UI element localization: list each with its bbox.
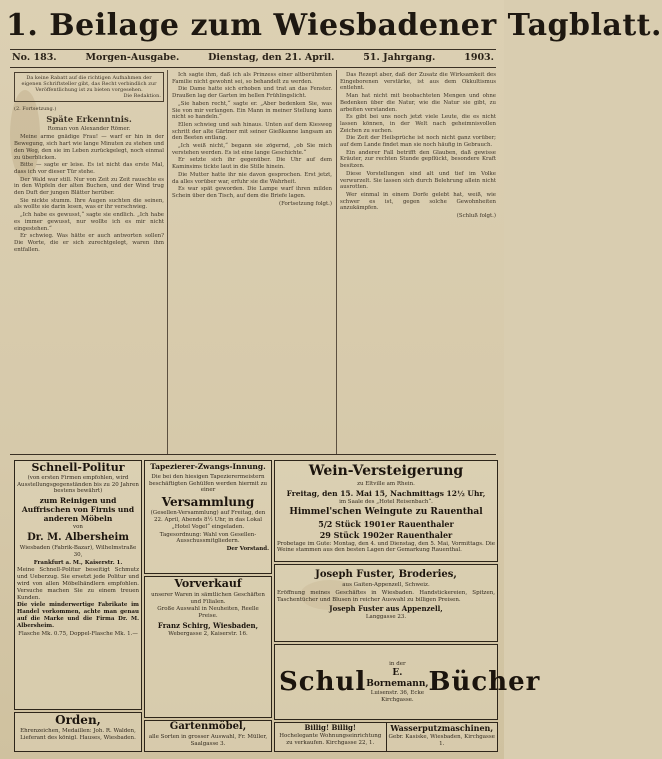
- ad-line: Meine Schnell-Politur beseitigt Schmutz und Ueberzug. Sie ersetzt jede Politur und wird von allen Möbelhändlern empfohlen. Versuche machen Sie zu einem treuen Kunden.: [17, 567, 139, 601]
- ad-place: im Saale des „Hotel Reisenbach“.: [339, 498, 433, 505]
- continuation-label: (2. Fortsetzung.): [14, 106, 57, 112]
- ad-schul-name: E. Bornemann,: [366, 667, 429, 689]
- ad-title: Gartenmöbel,: [169, 721, 247, 732]
- masthead-rule-top: [10, 49, 496, 50]
- ad-joseph-fuster: [274, 564, 498, 642]
- ads-divider: [10, 454, 496, 455]
- paragraph: Meine arme gnädige Frau! — warf er hin in der Bewegung, sich hart wie lange Minuten zu stehen und den Weg, den sie im Leben zurückgelegt, noch einmal zu überblicken.: [14, 134, 164, 161]
- ad-line: Gebr. Kasiske, Wiesbaden, Kirchgasse 1.: [388, 734, 495, 747]
- column-divider: [167, 70, 168, 454]
- ad-date: Freitag, den 15. Mai 15, Nachmittags 12½ Uhr,: [286, 488, 486, 498]
- ad-title: Joseph Fuster, Broderies,: [315, 569, 457, 580]
- ad-wasserputzmaschinen: [387, 723, 498, 751]
- issue-volume: 51. Jahrgang.: [363, 52, 436, 63]
- ad-line: Wiesbaden (Fabrik-Bazar), Wilhelmstraße 30,: [19, 544, 137, 558]
- paragraph: Ich sagte ihm, daß ich als Prinzess einer altberühmten Familie nicht gewohnt sei, so behandelt zu werden.: [172, 72, 332, 85]
- masthead: [6, 4, 662, 48]
- paragraph: Diese Vorstellungen sind alt und tief im Volke verwurzelt. Sie lassen sich durch Belehrung allein nicht ausrotten.: [340, 170, 496, 191]
- ad-line: zum Reinigen und Auffrischen von Firnis und anderen Möbeln: [21, 496, 135, 524]
- ad-schnell-politur: [14, 460, 142, 710]
- editorial-notice: [14, 72, 164, 102]
- notice-signature: Die Redaktion.: [123, 93, 161, 99]
- ad-line: Dr. M. Albersheim: [27, 531, 129, 543]
- paragraph: Bitte — sagte er leise. Es ist nicht das erste Mal, dass ich vor dieser Tür stehe.: [14, 162, 164, 175]
- ad-line: Joseph Fuster aus Appenzell,: [329, 604, 443, 614]
- ad-title: Vorverkauf: [174, 577, 242, 590]
- paragraph: Sie nickte stumm. Ihre Augen suchten die seinen, als wollte sie darin lesen, was er ihr verschwieg.: [14, 197, 164, 211]
- paragraph: „Ich habe es gewusst,“ sagte sie endlich. „Ich habe es immer gewusst, nur wollte ich es mir nicht eingestehen.“: [14, 212, 164, 232]
- issue-number: No. 183.: [12, 52, 57, 63]
- ad-estate: Himmel'schen Weingute zu Rauenthal: [289, 506, 483, 517]
- ad-schul-center: [366, 661, 428, 704]
- ad-orden: [14, 712, 142, 752]
- ad-line: (von ersten Firmen empfohlen, wird Ausstellungsgegenständen bis zu 20 Jahren bestens bewährt): [17, 474, 139, 495]
- paragraph: Das Rezept aber, daß der Zusatz die Wirksamkeit des Eingeborenen verstärke, ist aus dem Okkultismus entlehnt.: [340, 72, 496, 92]
- continued-note: (Fortsetzung folgt.): [278, 200, 332, 207]
- masthead-title: 1. Beilage zum Wiesbadener Tagblatt.: [6, 8, 662, 43]
- paragraph: Wer einmal in einem Dorfe gelebt hat, weiß, wie schwer es ist, gegen solche Gewohnheiten anzukämpfen.: [340, 191, 496, 212]
- paragraph: Ellen schwieg und sah hinaus. Unten auf dem Kiesweg schritt der alte Gärtner mit seiner Gießkanne langsam an den Beeten entlang.: [172, 121, 332, 142]
- ad-wine: 5/2 Stück 1901er Rauenthaler: [318, 518, 454, 529]
- ad-schul-left: Schul: [279, 666, 367, 697]
- ad-title: Wein-Versteigerung: [308, 463, 464, 479]
- paragraph: Es war spät geworden. Die Lampe warf ihren milden Schein über den Tisch, auf dem die Briefe lagen.: [172, 186, 332, 199]
- ad-schul-right: Bücher: [428, 666, 541, 697]
- ad-line: Flasche Mk. 0.75, Doppel-Flasche Mk. 1.—: [18, 630, 138, 637]
- paragraph: „Ich weiß nicht,“ begann sie zögernd, „ob Sie mich verstehen werden. Es ist eine lange Geschichte.“: [172, 143, 332, 156]
- column-divider: [336, 70, 337, 454]
- ad-line: Eröffnung meines Geschäftes in Wiesbaden. Handstickereien, Spitzen, Taschentücher und Blusen in reicher Auswahl zu billigen Preisen.: [277, 589, 495, 603]
- paragraph: „Sie haben recht,“ sagte er. „Aber bedenken Sie, was Sie von mir verlangen. Ein Mann in meiner Stellung kann nicht so handeln.“: [172, 100, 332, 121]
- ad-sub: aus Gaiten-Appenzell, Schweiz.: [342, 582, 430, 588]
- ad-title: Tapezierer-Zwangs-Innung.: [150, 462, 266, 471]
- article-column-3: [340, 72, 496, 452]
- ad-line: Große Auswahl in Neuheiten, Reelle Preise.: [157, 606, 259, 620]
- paragraph: Der Wald war still. Nur von Zeit zu Zeit rauschte es in den Wipfeln der alten Buchen, und der Wind trug den Duft der jungen Blätter herüber.: [14, 176, 164, 197]
- ad-line: alle Sorten in grosser Auswahl, Fr. Müller, Saalgasse 3.: [148, 734, 268, 747]
- issue-edition: Morgen-Ausgabe.: [85, 52, 180, 63]
- advertisements-section: [10, 456, 541, 752]
- ad-line: (Gesellen-Versammlung) auf Freitag, den 22. April, Abends 8½ Uhr, in das Lokal „Hotel Vogel“ eingeladen.: [150, 510, 266, 530]
- ad-title: Orden,: [55, 713, 101, 727]
- ad-wine: 29 Stück 1902er Rauenthaler: [319, 529, 453, 540]
- article-column-1: [14, 72, 164, 452]
- ad-intro: Die bei den hiesigen Tapezierermeistern beschäftigten Gehülfen werden hiermit zu einer: [148, 473, 268, 494]
- ad-tapezierer-innung: [144, 460, 272, 574]
- ad-line: von: [73, 524, 83, 531]
- ad-line: Webergasse 2, Kaiserstr. 16.: [168, 630, 248, 637]
- notice-text: Da keine Rabatt auf die richtigen Aufnahmen der eigenen Schriftsteller gibt, das Recht verbindlich zur Veröffentlichung ist zu bieten vorgesehen.: [21, 75, 157, 93]
- ad-sub: zu Eltville am Rhein.: [357, 481, 415, 487]
- issue-info-bar: [12, 52, 494, 66]
- ad-line: Langgasse 23.: [365, 614, 407, 621]
- issue-date: Dienstag, den 21. April.: [208, 52, 335, 63]
- story-title: Späte Erkenntnis.: [46, 114, 132, 125]
- ad-headline: Versammlung: [161, 495, 255, 510]
- paragraph: Die Zeit der Heilsprüche ist noch nicht ganz vorüber; auf dem Lande findet man sie noch häufig in Gebrauch.: [340, 135, 496, 149]
- paragraph: Die Mutter hatte ihr nie davon gesprochen. Erst jetzt, da alles vorüber war, erfuhr sie die Wahrheit.: [172, 171, 332, 185]
- masthead-rule-bottom: [10, 67, 496, 68]
- continued-note: (Schluß folgt.): [456, 213, 496, 220]
- ad-line: Die viele minderwertige Fabrikate im Handel vorkommen, achte man genau auf die Marke und die Firma Dr. M. Albersheim.: [17, 602, 139, 629]
- ad-footer: Probetage im Gute: Montag, den 4. und Dienstag, den 5. Mai, Vormittags. Die Weine stammen aus den besten Lagen der Gemarkung Rauenthal.: [277, 540, 495, 554]
- ad-gartenmoebel: [144, 720, 272, 752]
- ad-schulbuecher: [274, 644, 541, 720]
- article-column-2: [172, 72, 332, 452]
- ad-line: Tagesordnung: Wahl von Gesellen-Ausschussmitgliedern.: [159, 531, 257, 545]
- ad-line: Franz Schirg, Wiesbaden,: [157, 620, 259, 630]
- ad-line: Der Vorstand.: [226, 546, 269, 553]
- paragraph: Es gibt bei uns noch jetzt viele Leute, die es nicht lassen können, in der Welt nach geheimnisvollen Zeichen zu suchen.: [340, 114, 496, 134]
- story-author: Roman von Alexander Römer.: [47, 125, 131, 132]
- schul-row: [275, 645, 541, 719]
- ad-schul-line: in der: [389, 660, 406, 667]
- paragraph: Er setzte sich ihr gegenüber. Die Uhr auf dem Kaminsims tickte laut in die Stille hinein.: [172, 157, 332, 171]
- ad-title: Billig! Billig!: [304, 723, 356, 732]
- issue-year: 1903.: [464, 52, 494, 63]
- paragraph: Er schwieg. Was hätte er auch antworten sollen? Die Worte, die er sich zurechtgelegt, waren ihm entfallen.: [14, 233, 164, 253]
- paragraph: Ein anderer Fall betrifft den Glauben, daß gewisse Kräuter, zur rechten Stunde gepflückt, besondere Kraft besitzen.: [340, 149, 496, 170]
- ad-title: Wasserputzmaschinen,: [390, 723, 494, 733]
- ad-vorverkauf: [144, 576, 272, 718]
- ad-line: Frankfurt a. M., Kaiserstr. 1.: [33, 559, 123, 566]
- ad-line: Hochelegante Wohnungseinrichtung zu verkaufen. Kirchgasse 22, 1.: [279, 733, 382, 746]
- ad-line: Ehrenzeichen, Medaillen: Joh. R. Walden, Lieferant des königl. Hauses, Wiesbaden.: [20, 728, 136, 741]
- ad-billig: [275, 723, 387, 751]
- ad-schul-address: Luisenstr. 36, Ecke Kirchgasse.: [370, 689, 425, 703]
- paragraph: Man hat nicht mit beobachteten Mengen und ohne Bedenken über die Natur, wie die Natur sie gibt, zu arbeiten verstanden.: [340, 93, 496, 113]
- ad-wein-versteigerung: [274, 460, 498, 562]
- ad-bottom-strip: [274, 722, 498, 752]
- paragraph: Die Dame hatte sich erhoben und trat an das Fenster. Draußen lag der Garten im hellen Frühlingslicht.: [172, 86, 332, 100]
- ad-line: unserer Waren in sämtlichen Geschäften und Filialen.: [151, 591, 265, 605]
- ad-title: Schnell-Politur: [31, 461, 125, 474]
